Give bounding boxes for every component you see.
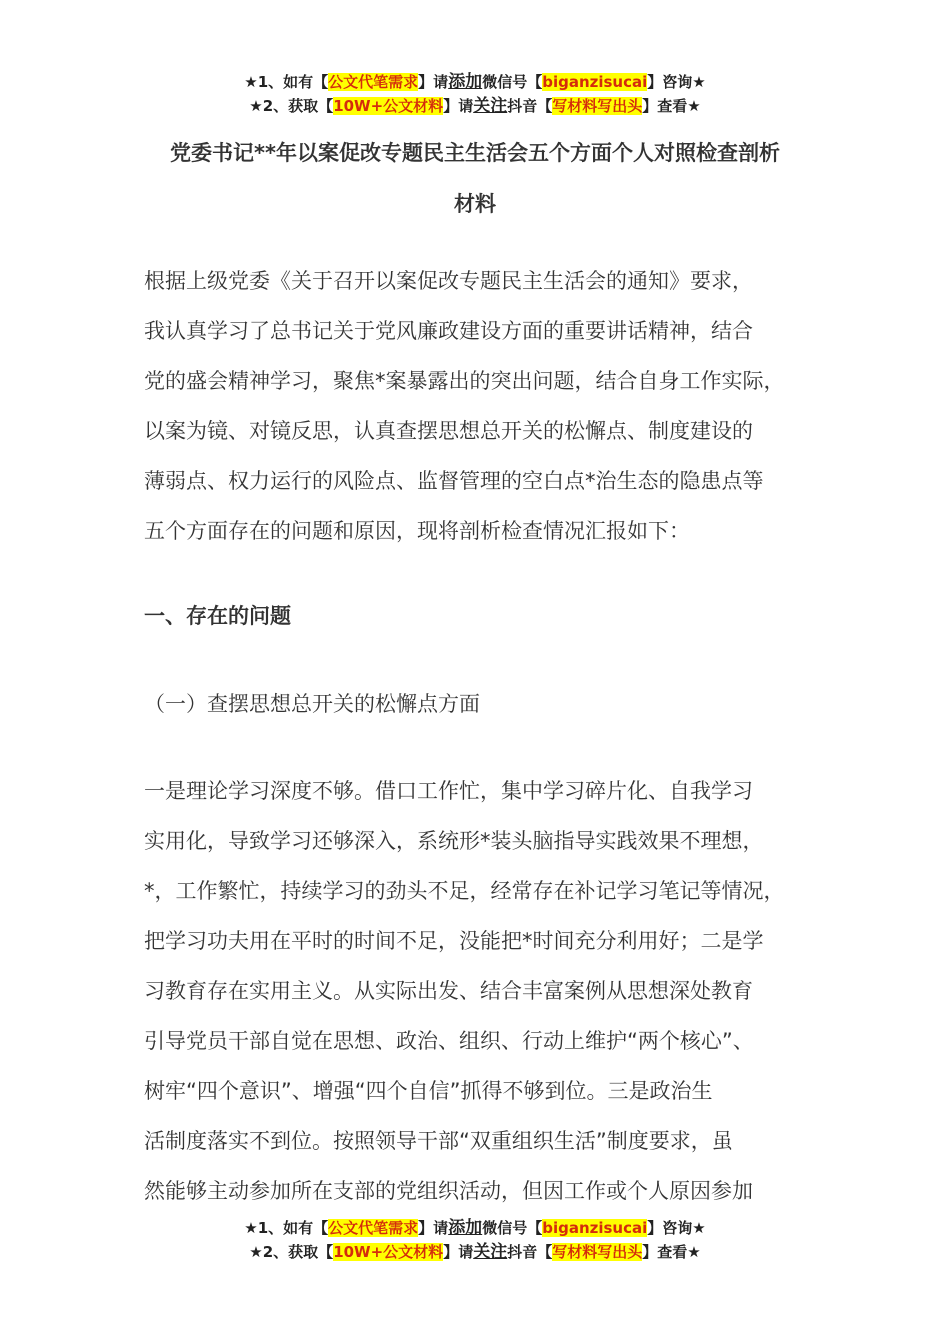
intro-line: 薄弱点、权力运行的风险点、监督管理的空白点*治生态的隐患点等 (144, 469, 764, 493)
banner-text: 微信号【 (482, 1219, 543, 1237)
banner-highlight: biganzisucai (542, 73, 648, 91)
banner-line-2 (0, 1240, 950, 1264)
body-line: *，工作繁忙，持续学习的劲头不足，经常存在补记学习笔记等情况， (144, 879, 785, 903)
banner-highlight: 写材料写出头 (552, 97, 643, 115)
body-line: 一是理论学习深度不够。借口工作忙，集中学习碎片化、自我学习 (144, 779, 753, 803)
intro-line: 党的盛会精神学习，聚焦*案暴露出的突出问题，结合自身工作实际， (144, 369, 785, 393)
banner-text: 抖音【 (507, 97, 553, 115)
body-line: 活制度落实不到位。按照领导干部“双重组织生活”制度要求，虽 (144, 1129, 733, 1153)
banner-highlight: 写材料写出头 (552, 1243, 643, 1261)
bottom-banner (0, 1216, 950, 1264)
body-paragraph (144, 766, 834, 1216)
body-line: 然能够主动参加所在支部的党组织活动，但因工作或个人原因参加 (144, 1179, 753, 1203)
banner-text: 】请 (443, 97, 474, 115)
body-line: 引导党员干部自觉在思想、政治、组织、行动上维护“两个核心”、 (144, 1029, 754, 1053)
banner-underline: 添加 (448, 1218, 483, 1238)
top-banner (0, 70, 950, 118)
banner-text: 】请 (443, 1243, 474, 1261)
banner-text: 】咨询★ (647, 1219, 706, 1237)
banner-text: 】请 (418, 73, 449, 91)
banner-text: 】查看★ (642, 1243, 701, 1261)
banner-highlight: 10W+公文材料 (333, 1243, 444, 1261)
intro-line: 五个方面存在的问题和原因，现将剖析检查情况汇报如下： (144, 519, 690, 543)
intro-paragraph (144, 256, 834, 556)
intro-line: 我认真学习了总书记关于党风廉政建设方面的重要讲话精神，结合 (144, 319, 753, 343)
banner-highlight: 公文代笔需求 (328, 73, 419, 91)
body-line: 实用化，导致学习还够深入，系统形*装头脑指导实践效果不理想， (144, 829, 764, 853)
body-line: 树牢“四个意识”、增强“四个自信”抓得不够到位。三是政治生 (144, 1079, 713, 1103)
title-line: 材料 (454, 192, 496, 216)
banner-line-2 (0, 94, 950, 118)
banner-highlight: 公文代笔需求 (328, 1219, 419, 1237)
document-title (144, 128, 806, 230)
banner-text: 】查看★ (642, 97, 701, 115)
banner-underline: 关注 (473, 1242, 508, 1262)
body-line: 习教育存在实用主义。从实际出发、结合丰富案例从思想深处教育 (144, 979, 753, 1003)
banner-text: ★1、如有【 (244, 1219, 329, 1237)
section-heading: 一、存在的问题 (144, 604, 291, 628)
body-line: 把学习功夫用在平时的时间不足，没能把*时间充分利用好；二是学 (144, 929, 764, 953)
intro-line: 以案为镜、对镜反思，认真查摆思想总开关的松懈点、制度建设的 (144, 419, 753, 443)
banner-underline: 添加 (448, 72, 483, 92)
banner-line-1 (0, 1216, 950, 1240)
intro-line: 根据上级党委《关于召开以案促改专题民主生活会的通知》要求， (144, 269, 753, 293)
banner-text: 】请 (418, 1219, 449, 1237)
banner-text: ★1、如有【 (244, 73, 329, 91)
subsection-heading: （一）查摆思想总开关的松懈点方面 (144, 692, 480, 716)
banner-underline: 关注 (473, 96, 508, 116)
banner-line-1 (0, 70, 950, 94)
banner-highlight: 10W+公文材料 (333, 97, 444, 115)
banner-text: ★2、获取【 (249, 97, 334, 115)
banner-text: 】咨询★ (647, 73, 706, 91)
banner-text: 抖音【 (507, 1243, 553, 1261)
banner-text: 微信号【 (482, 73, 543, 91)
banner-text: ★2、获取【 (249, 1243, 334, 1261)
banner-highlight: biganzisucai (542, 1219, 648, 1237)
title-line: 党委书记**年以案促改专题民主生活会五个方面个人对照检查剖析 (170, 141, 780, 165)
